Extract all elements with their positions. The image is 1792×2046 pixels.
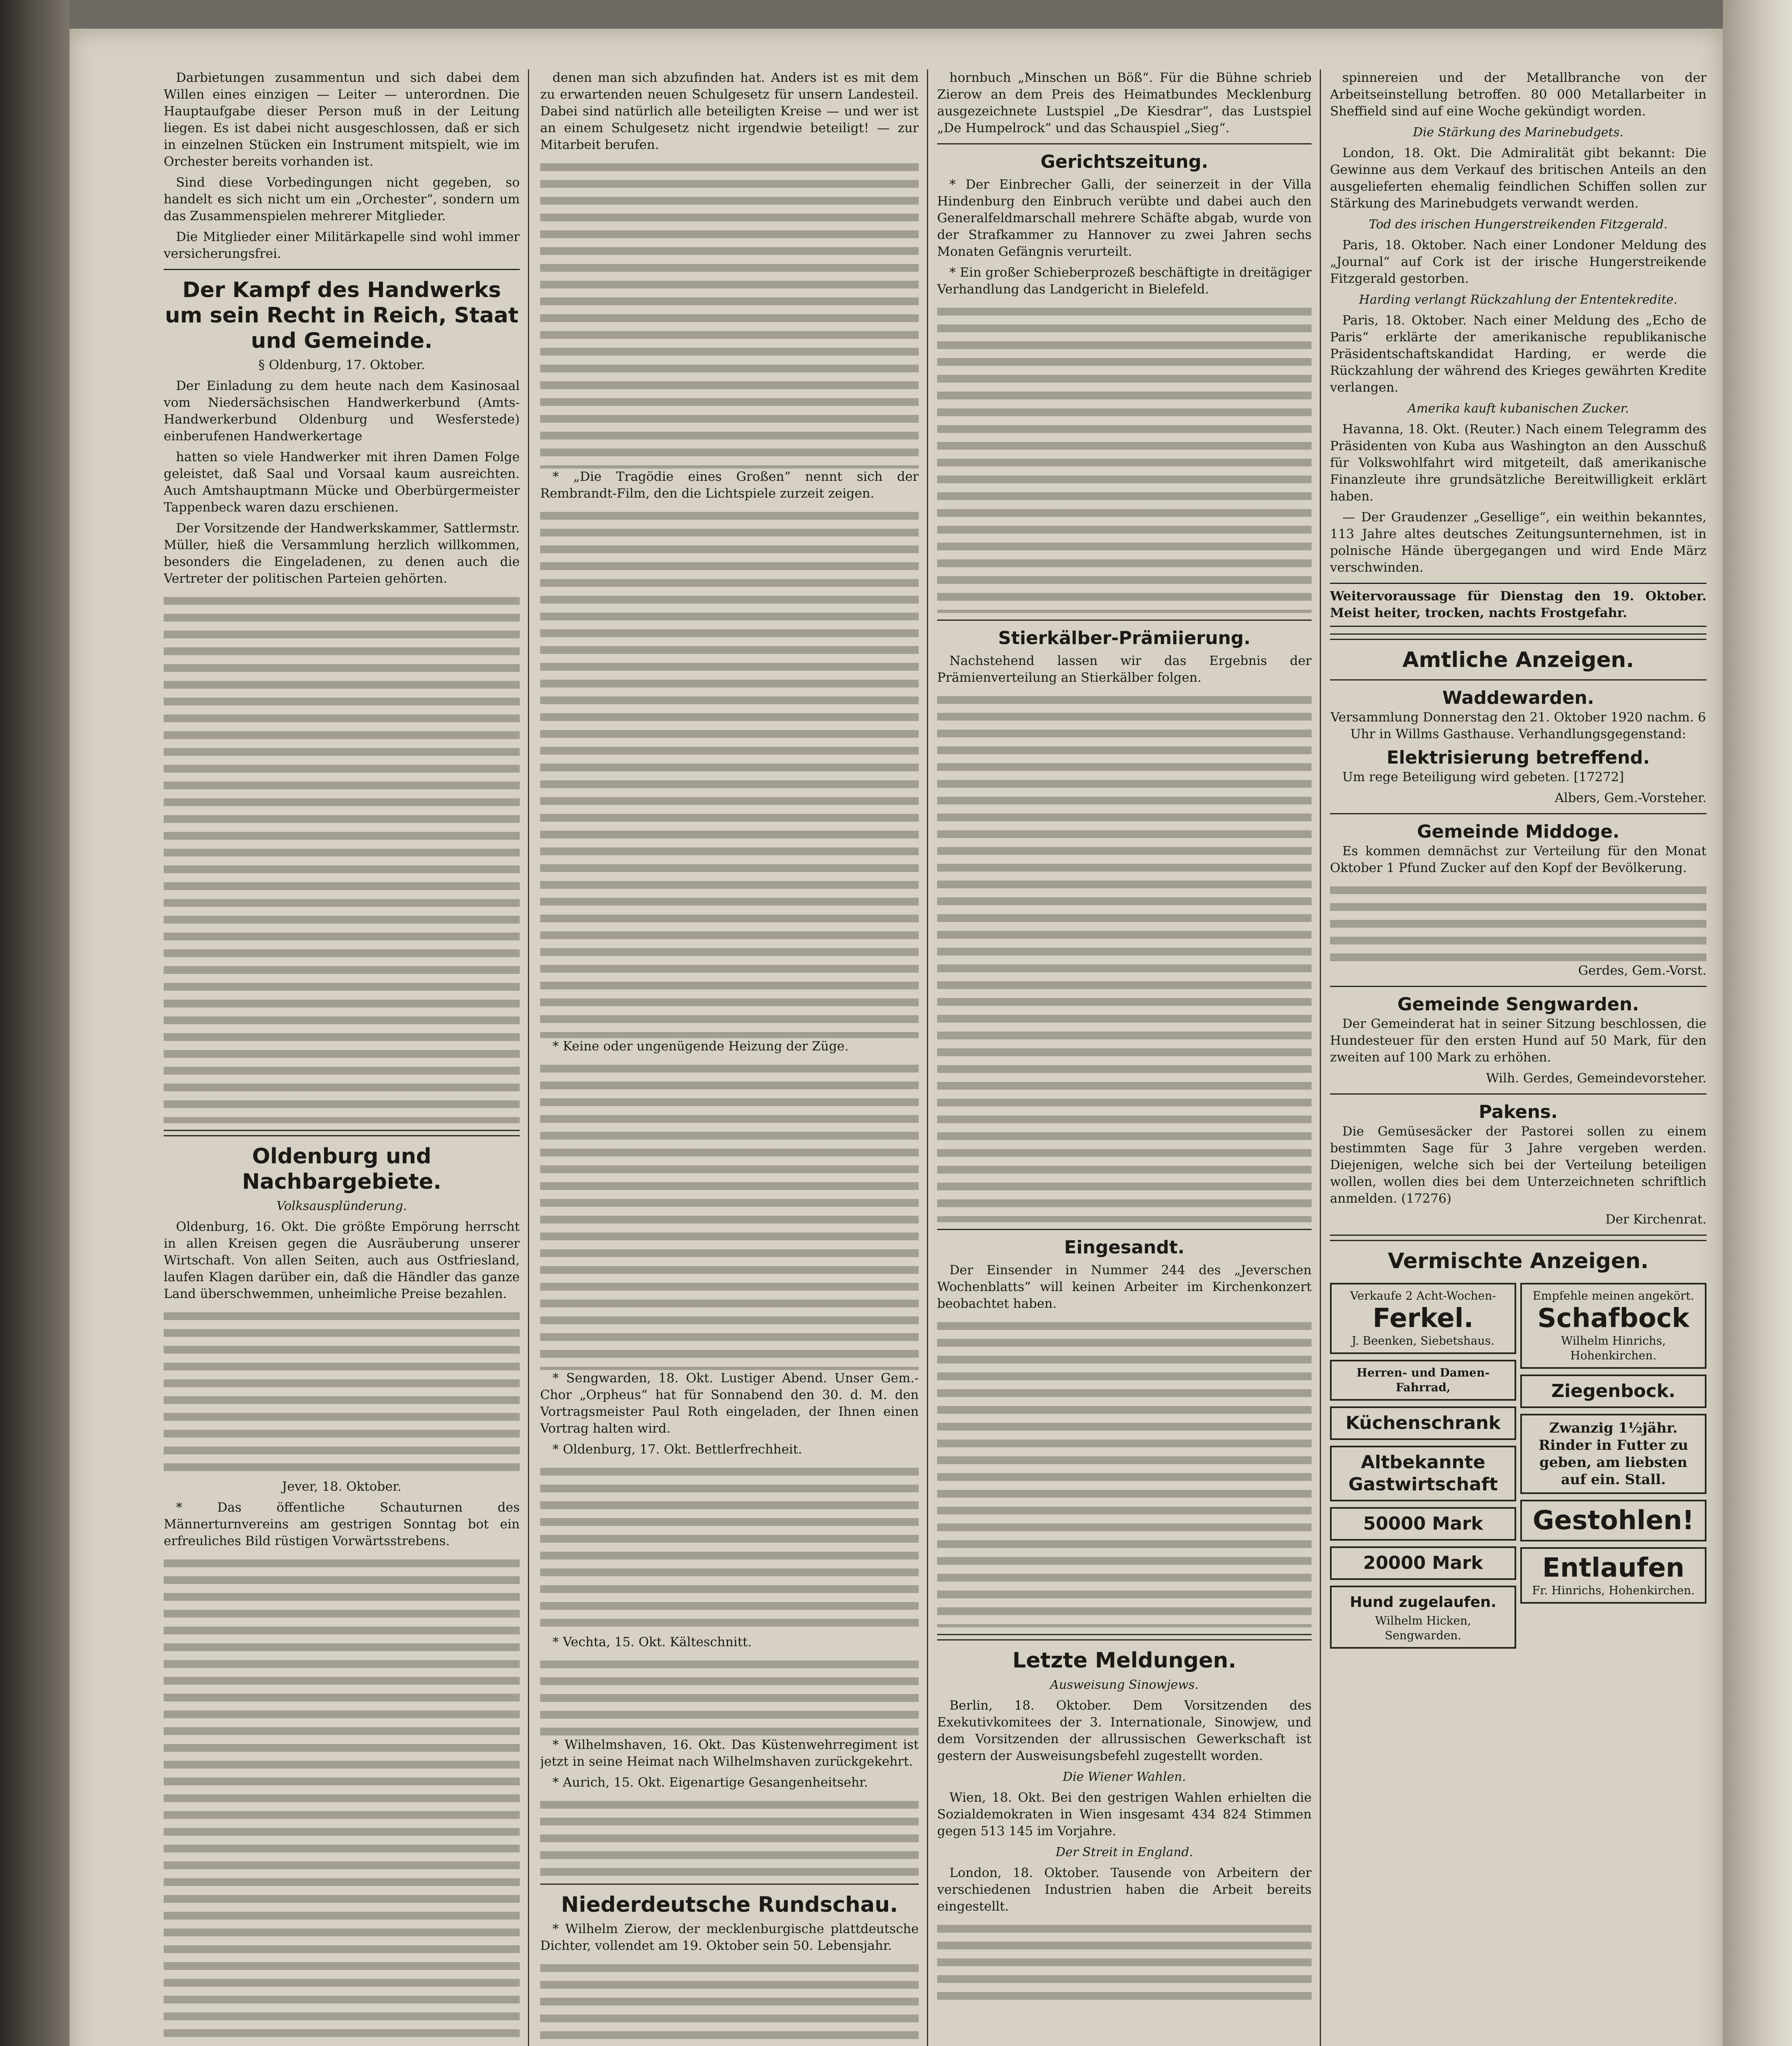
illegible-text xyxy=(937,302,1312,613)
illegible-text xyxy=(937,1316,1312,1627)
ad-entlaufen xyxy=(1520,1547,1706,1604)
ad-title: Herren- und Damen-Fahrrad, xyxy=(1356,1366,1490,1394)
illegible-text xyxy=(540,1462,919,1634)
illegible-text xyxy=(164,1554,520,2046)
illegible-text xyxy=(540,1958,919,2046)
section-divider xyxy=(1330,633,1706,640)
section-divider xyxy=(1330,986,1706,987)
text-block: London, 18. Okt. Die Admiralität gibt bekannt: Die Gewinne aus dem Verkauf des britischen Anteils an den ausgelieferten ehemalig feindlichen Schiffen sollen zur Stärkung des Marinebudgets verwandt werden. xyxy=(1330,146,1706,211)
illegible-text xyxy=(164,591,520,1123)
ad-rinder xyxy=(1520,1414,1706,1494)
ad-signature: Wilhelm Hinrichs, Hohenkirchen. xyxy=(1561,1334,1666,1362)
notice-title: Gemeinde Sengwarden. xyxy=(1397,994,1639,1015)
subheading: Die Stärkung des Marinebudgets. xyxy=(1413,125,1624,140)
text-block: * „Die Tragödie eines Großen“ nennt sich der Rembrandt-Film, den die Lichtspiele zurzeit zeigen. xyxy=(540,469,919,501)
text-block: * Oldenburg, 17. Okt. Bettlerfrechheit. xyxy=(552,1442,802,1457)
ad-title: Ferkel. xyxy=(1373,1303,1474,1334)
notice-title: Gemeinde Middoge. xyxy=(1417,821,1620,842)
section-divider xyxy=(1330,1093,1706,1095)
illegible-text xyxy=(937,1919,1312,2001)
ad-title: Gestohlen! xyxy=(1533,1505,1694,1536)
ad-title: Zwanzig 1½jähr. Rinder in Futter zu geben, am liebsten auf ein. Stall. xyxy=(1538,1420,1688,1488)
ad-hund xyxy=(1330,1586,1516,1649)
text-block: Paris, 18. Oktober. Nach einer Londoner Meldung des „Journal“ auf Cork ist der irische Hungerstreikende Fitzgerald gestorben. xyxy=(1330,238,1706,286)
illegible-text xyxy=(540,1795,919,1877)
ad-title: Schafbock xyxy=(1537,1303,1689,1334)
text-block: Paris, 18. Oktober. Nach einer Meldung des „Echo de Paris“ erklärte der amerikanische republikanische Präsidentschaftskandidat Harding, er werde die Rückzahlung der während des Krieges gewährten Kredite verlangen. xyxy=(1330,313,1706,395)
text-block: * Aurich, 15. Okt. Eigenartige Gesangenheitsehr. xyxy=(552,1775,868,1790)
notice-text: Die Gemüsesäcker der Pastorei sollen zu einem bestimmten Sage für 3 Jahre vergeben werden. Diejenigen, welche sich bei der Verteilung beteiligen wollen, wollen dies bei dem Unterzeichneten schriftlich anmelden. (17276) xyxy=(1330,1124,1706,1206)
ad-signature: J. Beenken, Siebetshaus. xyxy=(1352,1334,1494,1347)
column-2 xyxy=(540,70,919,2046)
text-block: Die Mitglieder einer Militärkapelle sind wohl immer versicherungsfrei. xyxy=(164,230,520,261)
subheading: Ausweisung Sinowjews. xyxy=(1050,1678,1199,1692)
section-divider xyxy=(1330,1235,1706,1241)
text-block: * Ein großer Schieberprozeß beschäftigte in dreitägiger Verhandlung das Landgericht in Bielefeld. xyxy=(937,265,1312,297)
ad-ferkel xyxy=(1330,1283,1516,1354)
section-divider xyxy=(937,1229,1312,1230)
headline-gericht: Gerichtszeitung. xyxy=(1040,151,1208,172)
ads-right xyxy=(1520,1277,1706,1654)
notice-title: Elektrisierung betreffend. xyxy=(1386,747,1650,768)
ad-text: Verkaufe 2 Acht-Wochen- xyxy=(1350,1289,1496,1302)
text-block: Darbietungen zusammentun und sich dabei dem Willen eines einzigen — Leiter — unterordnen. Die Hauptaufgabe dieser Person muß in der Leitung liegen. Es ist dabei nicht ausgeschlossen, daß er sich in einzelnen Stücken ein Instrument mitspielt, wie im Orchester bereits vorhanden ist. xyxy=(164,70,520,169)
text-block: London, 18. Oktober. Tausende von Arbeitern der verschiedenen Industrien haben die Arbeit bereits eingestellt. xyxy=(937,1866,1312,1914)
ad-title: Gastwirtschaft xyxy=(1348,1474,1498,1495)
dateline: Jever, 18. Oktober. xyxy=(282,1479,401,1494)
ads-grid xyxy=(1330,1277,1706,1654)
column-rule xyxy=(528,70,529,2046)
notice-signature: Gerdes, Gem.-Vorst. xyxy=(1578,963,1706,978)
notice-text: Versammlung Donnerstag den 21. Oktober 1920 nachm. 6 Uhr in Willms Gasthause. Verhandlungsgegenstand: xyxy=(1330,710,1706,741)
weather-forecast: Weitervoraussage für Dienstag den 19. Oktober. Meist heiter, trocken, nachts Frostgefahr. xyxy=(1330,583,1706,627)
notice-text: Der Gemeinderat hat in seiner Sitzung beschlossen, die Hundesteuer für den ersten Hund auf 50 Mark, für den zweiten auf 100 Mark zu erhöhen. xyxy=(1330,1016,1706,1065)
section-divider xyxy=(164,269,520,270)
text-block: hatten so viele Handwerker mit ihren Damen Folge geleistet, daß Saal und Vorsaal kaum ausreichten. Auch Amtshauptmann Mücke und Oberbürgermeister Tappenbeck waren dazu erschienen. xyxy=(164,450,520,515)
ad-gestohlen xyxy=(1520,1500,1706,1541)
dateline: § Oldenburg, 17. Oktober. xyxy=(258,358,425,372)
ad-signature: Wilhelm Hicken, Sengwarden. xyxy=(1375,1614,1471,1642)
headline-kampf: Der Kampf des Handwerks um sein Recht in Reich, Staat und Gemeinde. xyxy=(165,278,518,353)
section-divider xyxy=(937,620,1312,621)
text-block: Havanna, 18. Okt. (Reuter.) Nach einem Telegramm des Präsidenten von Kuba aus Washington an den Ausschuß für Volkswohlfahrt wird mitgeteilt, daß amerikanische Finanzleute ihre grundsätzliche Bereitwilligkeit erklärt haben. xyxy=(1330,422,1706,504)
page-edge xyxy=(1723,0,1792,2046)
illegible-text xyxy=(540,506,919,1038)
ads-left xyxy=(1330,1277,1516,1654)
headline-stierkaelber: Stierkälber-Prämiierung. xyxy=(998,628,1251,649)
illegible-text xyxy=(1330,881,1706,962)
ad-gastwirtschaft xyxy=(1330,1446,1516,1501)
ad-fahrrad xyxy=(1330,1360,1516,1401)
text-block: Wien, 18. Okt. Bei den gestrigen Wahlen erhielten die Sozialdemokraten in Wien insgesamt 434 824 Stimmen gegen 513 145 im Vorjahre. xyxy=(937,1790,1312,1839)
section-divider xyxy=(1330,679,1706,680)
ad-kuechenschrank xyxy=(1330,1406,1516,1440)
column-1 xyxy=(164,70,520,2046)
section-divider xyxy=(1330,813,1706,814)
subheading: Die Wiener Wahlen. xyxy=(1062,1770,1186,1784)
ad-title: Hund zugelaufen. xyxy=(1350,1594,1497,1611)
headline-vermischt: Vermischte Anzeigen. xyxy=(1388,1249,1649,1273)
section-divider xyxy=(937,143,1312,144)
text-block: — Der Graudenzer „Gesellige“, ein weithin bekanntes, 113 Jahre altes deutsches Zeitungsunternehmen, ist in polnische Hände übergegangen und wird Ende März verschwinden. xyxy=(1330,510,1706,575)
text-block: Berlin, 18. Oktober. Dem Vorsitzenden des Exekutivkomitees der 3. Internationale, Sinowjew, und dem Vorsitzenden der allrussischen Gewerkschaft ist gestern der Ausweisungsbefehl zugestellt worden. xyxy=(937,1698,1312,1763)
subheading: Volksausplünderung. xyxy=(276,1199,407,1213)
text-block: denen man sich abzufinden hat. Anders ist es mit dem zu erwartenden neuen Schulgesetz für unsern Landesteil. Dabei sind natürlich alle beteiligten Kreise — und wer ist an einem Schulgesetz nicht irgendwie beteiligt! — zur Mitarbeit berufen. xyxy=(540,70,919,152)
section-divider xyxy=(540,1884,919,1885)
subheading: Der Streit in England. xyxy=(1055,1845,1193,1859)
ad-title: Ziegenbock. xyxy=(1551,1381,1676,1402)
text-block: spinnereien und der Metallbranche von der Arbeitseinstellung betroffen. 80 000 Metallarbeiter in Sheffield sind auf eine Woche gekündigt worden. xyxy=(1330,70,1706,119)
notice-signature: Albers, Gem.-Vorsteher. xyxy=(1555,791,1706,805)
text-block: * Wilhelm Zierow, der mecklenburgische plattdeutsche Dichter, vollendet am 19. Oktober sein 50. Lebensjahr. xyxy=(540,1922,919,1953)
text-block: Der Einladung zu dem heute nach dem Kasinosaal vom Niedersächsischen Handwerkerbund (Amts-Handwerkerbund Oldenburg und Wesferstede) einberufenen Handwerkertage xyxy=(164,379,520,444)
notice-signature: Der Kirchenrat. xyxy=(1605,1212,1706,1227)
column-rule xyxy=(927,70,928,2046)
illegible-text xyxy=(164,1307,520,1478)
ad-20000 xyxy=(1330,1546,1516,1580)
text-block: * Keine oder ungenügende Heizung der Züge. xyxy=(552,1039,849,1054)
text-block: Der Einsender in Nummer 244 des „Jeverschen Wochenblatts“ will keinen Arbeiter im Kirchenkonzert beobachtet haben. xyxy=(937,1263,1312,1311)
text-block: * Sengwarden, 18. Okt. Lustiger Abend. Unser Gem.-Chor „Orpheus“ hat für Sonnabend den 30. d. M. den Vortragsmeister Paul Roth eingeladen, der Ihnen einen Vortrag halten wird. xyxy=(540,1371,919,1436)
ad-title: 20000 Mark xyxy=(1363,1553,1483,1573)
column-3 xyxy=(937,70,1312,2046)
section-divider xyxy=(164,1130,520,1136)
ad-schafbock xyxy=(1520,1283,1706,1369)
ad-title: Altbekannte xyxy=(1361,1452,1485,1473)
section-divider xyxy=(937,1634,1312,1640)
subheading: Tod des irischen Hungerstreikenden Fitzgerald. xyxy=(1368,217,1668,232)
ad-signature: Fr. Hinrichs, Hohenkirchen. xyxy=(1532,1584,1695,1597)
notice-text: Um rege Beteiligung wird gebeten. [17272] xyxy=(1342,770,1624,784)
illegible-text xyxy=(540,1059,919,1370)
ad-title: Küchenschrank xyxy=(1346,1413,1501,1433)
subheading: Amerika kauft kubanischen Zucker. xyxy=(1407,401,1629,416)
ad-text: Empfehle meinen angekört. xyxy=(1533,1289,1694,1302)
headline-niederdeutsch: Niederdeutsche Rundschau. xyxy=(561,1893,898,1917)
text-block: Sind diese Vorbedingungen nicht gegeben, so handelt es sich nicht um ein „Orchester“, sondern um das Zusammenspielen mehrerer Mitglieder. xyxy=(164,175,520,223)
notice-title: Pakens. xyxy=(1479,1102,1558,1122)
notice-title: Waddewarden. xyxy=(1442,687,1594,708)
column-4 xyxy=(1330,70,1706,2046)
illegible-text xyxy=(540,1655,919,1737)
headline-oldenburg: Oldenburg und Nachbargebiete. xyxy=(242,1144,442,1194)
text-block: * Der Einbrecher Galli, der seinerzeit in der Villa Hindenburg den Einbruch verübte und dabei auch den Generalfeldmarschall mehrere Schäfte abgab, wurde von der Strafkammer zu Hannover zu zwei Jahren sechs Monaten Gefängnis verurteilt. xyxy=(937,177,1312,259)
text-block: Der Vorsitzende der Handwerkskammer, Sattlermstr. Müller, hieß die Versammlung herzlich willkommen, besonders die Eingeladenen, zu denen auch die Vertreter der politischen Parteien gehörten. xyxy=(164,521,520,586)
text-block: hornbuch „Minschen un Böß“. Für die Bühne schrieb Zierow an dem Preis des Heimatbundes Mecklenburg ausgezeichnete Lustspiel „De Kiesdrar“, das Lustspiel „De Humpelrock“ und das Schauspiel „Sieg“. xyxy=(937,70,1312,135)
text-block: * Wilhelmshaven, 16. Okt. Das Küstenwehrregiment ist jetzt in seine Heimat nach Wilhelmshaven zurückgekehrt. xyxy=(540,1737,919,1769)
notice-signature: Wilh. Gerdes, Gemeindevorsteher. xyxy=(1486,1071,1706,1086)
illegible-text xyxy=(937,690,1312,1222)
illegible-text xyxy=(540,158,919,469)
notice-text: Es kommen demnächst zur Verteilung für den Monat Oktober 1 Pfund Zucker auf den Kopf der Bevölkerung. xyxy=(1330,844,1706,875)
ad-ziegenbock xyxy=(1520,1375,1706,1408)
ad-title: Entlaufen xyxy=(1542,1553,1685,1583)
headline-amtlich: Amtliche Anzeigen. xyxy=(1402,648,1634,672)
book-gutter xyxy=(0,0,70,2046)
text-block: * Das öffentliche Schauturnen des Männerturnvereins am gestrigen Sonntag bot ein erfreuliches Bild rüstigen Vorwärtsstrebens. xyxy=(164,1500,520,1548)
ad-50000 xyxy=(1330,1507,1516,1541)
headline-eingesandt: Eingesandt. xyxy=(1064,1237,1185,1258)
ad-title: 50000 Mark xyxy=(1363,1513,1483,1534)
text-block: * Vechta, 15. Okt. Kälteschnitt. xyxy=(552,1635,752,1649)
text-block: Oldenburg, 16. Okt. Die größte Empörung herrscht in allen Kreisen gegen die Ausräuberung unserer Wirtschaft. Von allen Seiten, auch aus Ostfriesland, laufen Klagen darüber ein, daß die Händler das ganze Land überschwemmen, unheimliche Preise bezahlen. xyxy=(164,1219,520,1301)
text-block: Nachstehend lassen wir das Ergebnis der Prämienverteilung an Stierkälber folgen. xyxy=(937,653,1312,685)
column-rule xyxy=(1320,70,1321,2046)
subheading: Harding verlangt Rückzahlung der Ententekredite. xyxy=(1359,293,1678,307)
headline-letzte: Letzte Meldungen. xyxy=(1012,1648,1237,1673)
